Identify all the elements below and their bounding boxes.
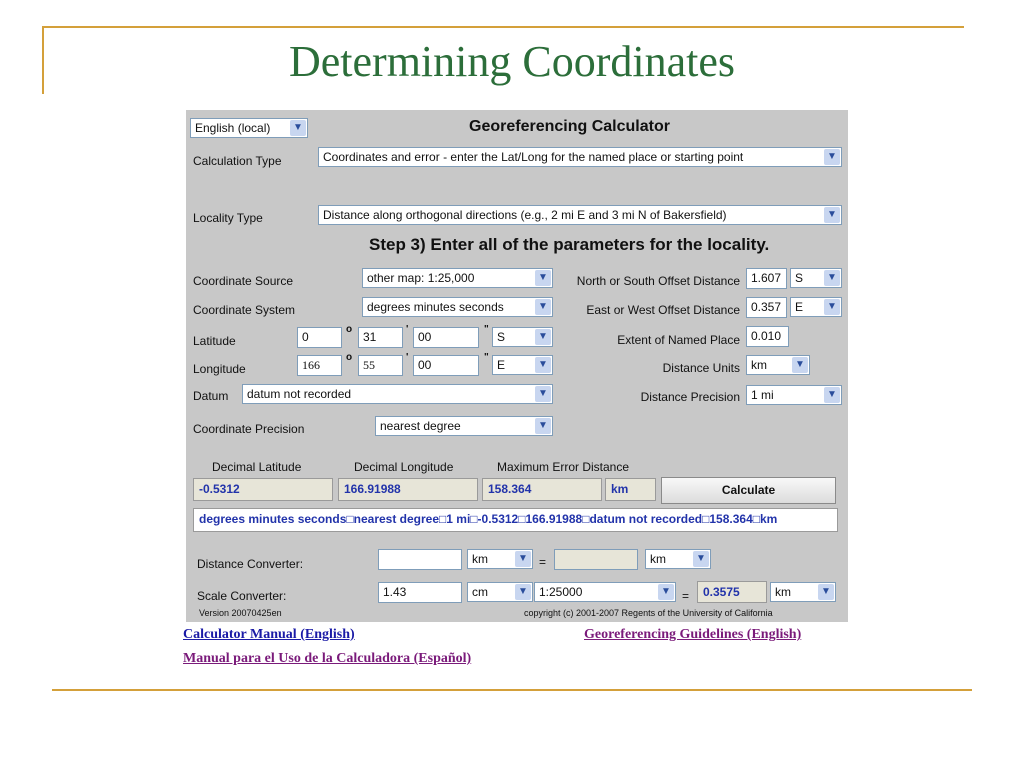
- locality-type-label: Locality Type: [193, 211, 263, 225]
- copyright-text: copyright (c) 2001-2007 Regents of the University of California: [524, 608, 773, 618]
- ew-offset-input[interactable]: 0.357: [746, 297, 787, 318]
- chevron-down-icon: ▼: [658, 584, 674, 600]
- locality-type-value: Distance along orthogonal directions (e.g., 2 mi E and 3 mi N of Bakersfield): [323, 208, 727, 222]
- datum-value: datum not recorded: [247, 387, 352, 401]
- chevron-down-icon: ▼: [535, 299, 551, 315]
- second-symbol: ": [484, 324, 489, 335]
- slide-title: Determining Coordinates: [288, 37, 735, 86]
- chevron-down-icon: ▼: [824, 207, 840, 223]
- chevron-down-icon: ▼: [693, 551, 709, 567]
- chevron-down-icon: ▼: [824, 149, 840, 165]
- scale-converter-to-unit-select[interactable]: [770, 582, 836, 602]
- version-text: Version 20070425en: [199, 608, 282, 618]
- longitude-minutes-input[interactable]: 55: [358, 355, 403, 376]
- calculation-type-value: Coordinates and error - enter the Lat/Long for the named place or starting point: [323, 150, 744, 164]
- distance-units-select[interactable]: [746, 355, 810, 375]
- max-error-unit-output: km: [605, 478, 656, 501]
- degree-symbol: o: [346, 352, 353, 363]
- ew-direction-select[interactable]: [790, 297, 842, 317]
- scale-converter-to-unit-value: km: [775, 585, 791, 599]
- chevron-down-icon: ▼: [535, 386, 551, 402]
- coordinate-system-value: degrees minutes seconds: [367, 300, 504, 314]
- distance-converter-from-unit-select[interactable]: [467, 549, 533, 569]
- longitude-label: Longitude: [193, 362, 246, 376]
- scale-converter-from-unit-value: cm: [472, 585, 488, 599]
- distance-precision-value: 1 mi: [751, 388, 774, 402]
- latitude-direction-select[interactable]: [492, 327, 553, 347]
- extent-label: Extent of Named Place: [617, 333, 740, 347]
- chevron-down-icon: ▼: [535, 357, 551, 373]
- calculator-manual-spanish-link[interactable]: Manual para el Uso de la Calculadora (Español): [183, 651, 472, 666]
- chevron-down-icon: ▼: [824, 299, 840, 315]
- decimal-longitude-label: Decimal Longitude: [354, 460, 454, 474]
- latitude-minutes-input[interactable]: 31: [358, 327, 403, 348]
- chevron-down-icon: ▼: [515, 584, 531, 600]
- decimal-latitude-output: -0.5312: [193, 478, 333, 501]
- distance-precision-label: Distance Precision: [640, 390, 740, 404]
- scale-converter-label: Scale Converter:: [197, 589, 287, 603]
- georeferencing-guidelines-english-link[interactable]: Georeferencing Guidelines (English): [584, 627, 802, 642]
- chevron-down-icon: ▼: [515, 551, 531, 567]
- scale-converter-from-unit-select[interactable]: [467, 582, 533, 602]
- latitude-degrees-input[interactable]: 0: [297, 327, 342, 348]
- longitude-degrees-input[interactable]: 166: [297, 355, 342, 376]
- distance-converter-to-unit-select[interactable]: [645, 549, 711, 569]
- datum-label: Datum: [193, 389, 229, 403]
- calculation-type-label: Calculation Type: [193, 154, 282, 168]
- chevron-down-icon: ▼: [535, 329, 551, 345]
- chevron-down-icon: ▼: [818, 584, 834, 600]
- longitude-direction-value: E: [497, 358, 506, 372]
- language-select[interactable]: [190, 118, 308, 138]
- latitude-seconds-input[interactable]: 00: [413, 327, 479, 348]
- coordinate-precision-value: nearest degree: [380, 419, 461, 433]
- coordinate-precision-select[interactable]: [375, 416, 553, 436]
- summary-output: degrees minutes seconds□nearest degree□1 mi□-0.5312□166.91988□datum not recorded□158.364□km: [193, 508, 838, 532]
- coordinate-source-select[interactable]: [362, 268, 553, 288]
- scale-converter-input[interactable]: 1.43: [378, 582, 462, 603]
- coordinate-system-select[interactable]: [362, 297, 553, 317]
- locality-type-select[interactable]: [318, 205, 842, 225]
- chevron-down-icon: ▼: [290, 120, 306, 136]
- scale-select[interactable]: [534, 582, 676, 602]
- minute-symbol: ': [406, 352, 409, 363]
- ns-offset-input[interactable]: 1.607: [746, 268, 787, 289]
- coordinate-system-label: Coordinate System: [193, 303, 296, 317]
- latitude-label: Latitude: [193, 334, 236, 348]
- max-error-label: Maximum Error Distance: [497, 460, 630, 474]
- slide-accent-bottom-line: [52, 689, 972, 691]
- distance-units-value: km: [751, 358, 767, 372]
- calculate-button[interactable]: Calculate: [661, 477, 836, 504]
- coordinate-source-label: Coordinate Source: [193, 274, 294, 288]
- distance-converter-output: [554, 549, 638, 570]
- chevron-down-icon: ▼: [824, 387, 840, 403]
- degree-symbol: o: [346, 324, 353, 335]
- scale-converter-output: 0.3575: [697, 581, 767, 603]
- distance-converter-from-unit-value: km: [472, 552, 488, 566]
- chevron-down-icon: ▼: [535, 418, 551, 434]
- chevron-down-icon: ▼: [535, 270, 551, 286]
- equals-sign: =: [682, 589, 690, 603]
- calculator-title: Georeferencing Calculator: [469, 118, 670, 135]
- ns-direction-select[interactable]: [790, 268, 842, 288]
- max-error-output: 158.364: [482, 478, 602, 501]
- language-select-value: English (local): [195, 121, 271, 135]
- latitude-direction-value: S: [497, 330, 506, 344]
- datum-select[interactable]: [242, 384, 553, 404]
- coordinate-source-value: other map: 1:25,000: [367, 271, 475, 285]
- minute-symbol: ': [406, 324, 409, 335]
- ns-direction-value: S: [795, 271, 804, 285]
- second-symbol: ": [484, 352, 489, 363]
- ew-direction-value: E: [795, 300, 804, 314]
- calculation-type-select[interactable]: [318, 147, 842, 167]
- ns-offset-label: North or South Offset Distance: [576, 274, 740, 288]
- chevron-down-icon: ▼: [792, 357, 808, 373]
- decimal-longitude-output: 166.91988: [338, 478, 478, 501]
- distance-converter-input[interactable]: [378, 549, 462, 570]
- decimal-latitude-label: Decimal Latitude: [212, 460, 302, 474]
- calculator-manual-english-link[interactable]: Calculator Manual (English): [183, 627, 355, 642]
- step-heading: Step 3) Enter all of the parameters for the locality.: [369, 235, 770, 254]
- distance-converter-label: Distance Converter:: [197, 557, 304, 571]
- distance-converter-to-unit-value: km: [650, 552, 666, 566]
- scale-value: 1:25000: [539, 585, 583, 599]
- longitude-direction-select[interactable]: [492, 355, 553, 375]
- chevron-down-icon: ▼: [824, 270, 840, 286]
- ew-offset-label: East or West Offset Distance: [586, 303, 740, 317]
- distance-units-label: Distance Units: [662, 361, 740, 375]
- coordinate-precision-label: Coordinate Precision: [193, 422, 305, 436]
- slide-accent-top-line: [42, 26, 964, 28]
- equals-sign: =: [539, 555, 547, 569]
- extent-input[interactable]: 0.010: [746, 326, 789, 347]
- longitude-seconds-input[interactable]: 00: [413, 355, 479, 376]
- distance-precision-select[interactable]: [746, 385, 842, 405]
